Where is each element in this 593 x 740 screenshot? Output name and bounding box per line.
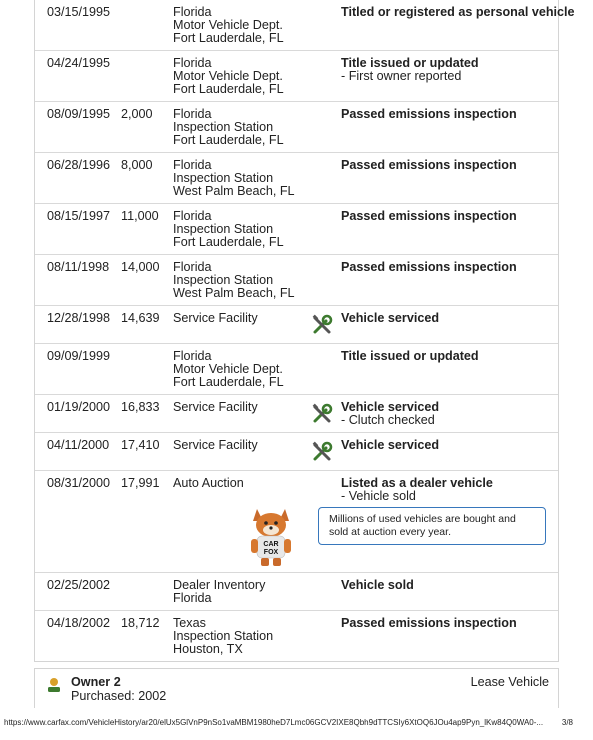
record-odometer: 17,991 bbox=[121, 476, 160, 490]
record-source bbox=[173, 261, 295, 300]
record-date: 08/15/1997 bbox=[47, 209, 111, 223]
history-row bbox=[35, 611, 558, 662]
record-date: 12/28/1998 bbox=[47, 311, 111, 325]
record-source bbox=[173, 477, 244, 490]
detail-title: Passed emissions inspection bbox=[341, 260, 517, 274]
detail-title: Listed as a dealer vehicle bbox=[341, 476, 493, 490]
record-date: 09/09/1999 bbox=[47, 349, 111, 363]
record-details bbox=[341, 439, 556, 452]
record-source bbox=[173, 401, 258, 414]
history-row bbox=[35, 573, 558, 611]
record-details bbox=[341, 57, 556, 83]
record-date: 08/09/1995 bbox=[47, 107, 111, 121]
history-row bbox=[35, 306, 558, 344]
record-odometer: 14,000 bbox=[121, 260, 160, 274]
record-date: 08/31/2000 bbox=[47, 476, 111, 490]
record-details bbox=[341, 210, 556, 223]
record-details bbox=[341, 312, 556, 325]
record-details bbox=[341, 579, 556, 592]
history-row bbox=[35, 0, 575, 51]
detail-title: Vehicle serviced bbox=[341, 400, 440, 414]
history-row bbox=[35, 395, 558, 433]
detail-title: Vehicle sold bbox=[341, 578, 414, 592]
record-date: 04/11/2000 bbox=[47, 438, 110, 452]
record-details bbox=[341, 477, 556, 503]
source-line: Motor Vehicle Dept. bbox=[173, 18, 283, 32]
source-line: Dealer Inventory bbox=[173, 578, 266, 592]
record-odometer: 11,000 bbox=[121, 209, 159, 223]
owner-purchased: Purchased: 2002 bbox=[71, 689, 167, 703]
record-details bbox=[341, 401, 556, 427]
record-source bbox=[173, 617, 273, 656]
record-details bbox=[341, 617, 556, 630]
mascot-shirt-text-1: CAR bbox=[263, 541, 279, 548]
record-date: 03/15/1995 bbox=[47, 5, 111, 19]
source-line: Auto Auction bbox=[173, 476, 244, 490]
history-table bbox=[34, 0, 575, 662]
record-date: 04/24/1995 bbox=[47, 56, 111, 70]
source-line: Motor Vehicle Dept. bbox=[173, 69, 283, 83]
wrench-screwdriver-icon bbox=[311, 441, 333, 463]
source-line: Florida bbox=[173, 209, 212, 223]
source-line: Florida bbox=[173, 349, 212, 363]
auction-callout: Millions of used vehicles are bought and sold at auction every year. bbox=[318, 507, 546, 545]
source-line: Houston, TX bbox=[173, 642, 243, 656]
record-date: 02/25/2002 bbox=[47, 578, 111, 592]
record-date: 06/28/1996 bbox=[47, 158, 111, 172]
person-icon bbox=[47, 677, 61, 693]
source-line: Florida bbox=[173, 260, 212, 274]
record-details bbox=[341, 159, 556, 172]
history-row bbox=[35, 433, 558, 471]
source-line: West Palm Beach, FL bbox=[173, 286, 295, 300]
record-source bbox=[173, 108, 284, 147]
record-odometer: 14,639 bbox=[121, 311, 160, 325]
source-line: Fort Lauderdale, FL bbox=[173, 31, 284, 45]
owner-2-header bbox=[34, 668, 559, 708]
print-footer bbox=[4, 716, 589, 730]
source-line: Florida bbox=[173, 56, 212, 70]
source-line: Fort Lauderdale, FL bbox=[173, 375, 284, 389]
detail-title: Passed emissions inspection bbox=[341, 158, 517, 172]
page-number: 3/8 bbox=[561, 718, 573, 727]
history-row bbox=[35, 153, 558, 204]
source-line: Service Facility bbox=[173, 438, 258, 452]
source-line: Fort Lauderdale, FL bbox=[173, 133, 284, 147]
record-odometer: 17,410 bbox=[121, 438, 160, 452]
record-odometer: 18,712 bbox=[121, 616, 160, 630]
record-odometer: 16,833 bbox=[121, 400, 160, 414]
record-details bbox=[341, 108, 556, 121]
owner-title: Owner 2 bbox=[71, 675, 121, 689]
source-line: Texas bbox=[173, 616, 206, 630]
record-details bbox=[341, 350, 556, 363]
detail-title: Vehicle serviced bbox=[341, 311, 440, 325]
source-line: Inspection Station bbox=[173, 273, 274, 287]
history-row bbox=[35, 51, 558, 102]
record-source bbox=[173, 57, 284, 96]
source-line: Inspection Station bbox=[173, 629, 274, 643]
history-row bbox=[35, 102, 558, 153]
source-line: Fort Lauderdale, FL bbox=[173, 235, 284, 249]
source-line: Florida bbox=[173, 591, 212, 605]
mascot-shirt-text-2: FOX bbox=[263, 549, 279, 556]
footer-url: https://www.carfax.com/VehicleHistory/ar20/elUx5GlVnP9nSo1vaMBM1980heD7Lmc06GCV2IXE8Qbh9dTTCSIy6XtOQ6JOu4ap9Pyn_lKw84Q0WA0-... bbox=[4, 718, 544, 727]
detail-note: - Clutch checked bbox=[341, 413, 435, 427]
detail-title: Passed emissions inspection bbox=[341, 616, 517, 630]
history-row bbox=[35, 344, 558, 395]
record-details bbox=[341, 5, 575, 19]
record-odometer: 2,000 bbox=[121, 107, 153, 121]
source-line: Fort Lauderdale, FL bbox=[173, 82, 284, 96]
wrench-screwdriver-icon bbox=[311, 314, 333, 336]
source-line: Inspection Station bbox=[173, 222, 274, 236]
detail-title: Passed emissions inspection bbox=[341, 209, 517, 223]
owner-type: Lease Vehicle bbox=[470, 675, 549, 689]
record-source bbox=[173, 312, 258, 325]
record-source bbox=[173, 439, 258, 452]
detail-title: Title issued or updated bbox=[341, 56, 479, 70]
record-source bbox=[173, 579, 265, 605]
record-source bbox=[173, 210, 284, 249]
detail-title: Title issued or updated bbox=[341, 349, 479, 363]
detail-title: Titled or registered as personal vehicle bbox=[341, 5, 575, 19]
history-row bbox=[35, 204, 558, 255]
source-line: Inspection Station bbox=[173, 171, 274, 185]
record-details bbox=[341, 261, 556, 274]
source-line: Florida bbox=[173, 107, 212, 121]
source-line: Service Facility bbox=[173, 311, 258, 325]
source-line: Florida bbox=[173, 158, 212, 172]
history-row bbox=[35, 471, 558, 573]
source-line: Service Facility bbox=[173, 400, 258, 414]
history-rows bbox=[35, 0, 575, 662]
history-row bbox=[35, 255, 558, 306]
detail-title: Passed emissions inspection bbox=[341, 107, 517, 121]
source-line: Inspection Station bbox=[173, 120, 274, 134]
detail-note: - First owner reported bbox=[341, 69, 462, 83]
carfox-mascot-image bbox=[245, 505, 297, 567]
record-date: 01/19/2000 bbox=[47, 400, 111, 414]
record-source bbox=[173, 6, 284, 45]
source-line: West Palm Beach, FL bbox=[173, 184, 295, 198]
source-line: Florida bbox=[173, 5, 212, 19]
record-source bbox=[173, 350, 284, 389]
record-date: 04/18/2002 bbox=[47, 616, 111, 630]
detail-title: Vehicle serviced bbox=[341, 438, 440, 452]
detail-note: - Vehicle sold bbox=[341, 489, 416, 503]
wrench-screwdriver-icon bbox=[311, 403, 333, 425]
record-date: 08/11/1998 bbox=[47, 260, 110, 274]
record-odometer: 8,000 bbox=[121, 158, 153, 172]
record-source bbox=[173, 159, 295, 198]
source-line: Motor Vehicle Dept. bbox=[173, 362, 283, 376]
